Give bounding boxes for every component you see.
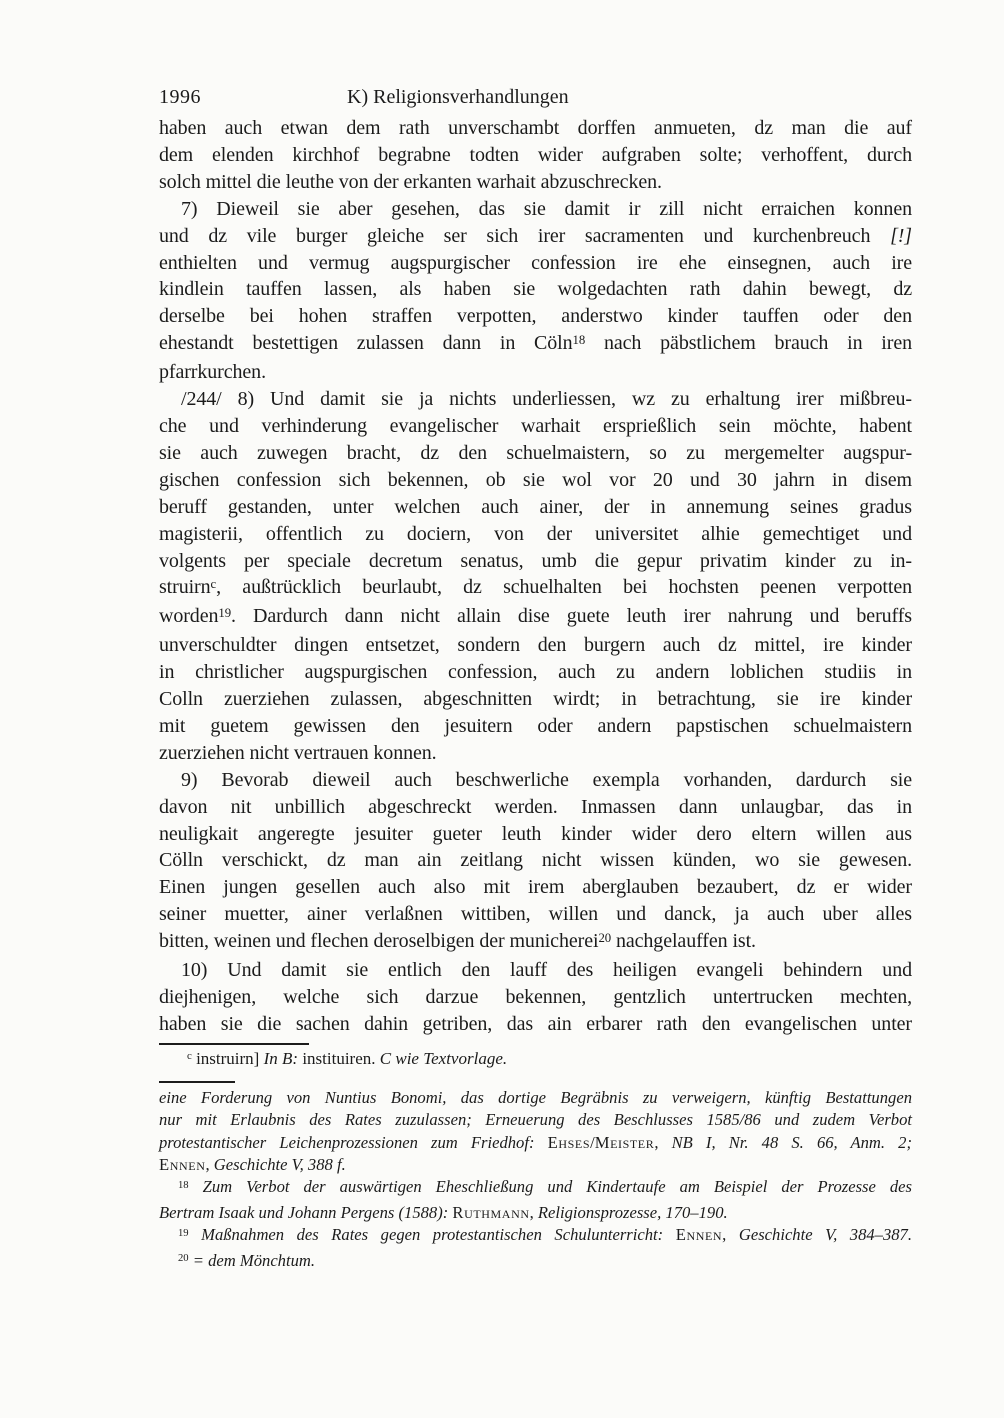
text-run bbox=[189, 1177, 203, 1196]
text-line bbox=[159, 794, 912, 821]
text-run: , bbox=[529, 1202, 538, 1222]
text-line bbox=[159, 386, 912, 413]
text-line bbox=[159, 574, 912, 603]
text-line bbox=[159, 1224, 912, 1249]
italic-run: Zum Verbot der auswärtigen Eheschließung und Kindertaufe am Beispiel der Prozesse des bbox=[202, 1177, 912, 1197]
text-run bbox=[189, 1225, 202, 1244]
text-line bbox=[159, 1250, 912, 1275]
superscript-run: 20 bbox=[178, 1253, 189, 1265]
smallcaps-run: Ennen bbox=[159, 1155, 206, 1175]
text-line bbox=[159, 142, 912, 169]
text-line bbox=[159, 1154, 912, 1176]
text-run: enthielten und vermug augspurgischer confession ire ehe einsegnen, auch ire bbox=[159, 251, 912, 274]
text-line bbox=[159, 1176, 912, 1201]
text-line bbox=[159, 901, 912, 928]
text-line bbox=[159, 413, 912, 440]
text-line bbox=[159, 1087, 912, 1109]
text-line bbox=[159, 169, 912, 196]
text-run: 10) Und damit sie entlich den lauff des heiligen evangeli behindern und bbox=[181, 959, 912, 982]
text-run: , bbox=[654, 1132, 672, 1152]
page-number: 1996 bbox=[159, 86, 201, 108]
running-head: K) Religionsverhandlungen bbox=[347, 86, 569, 108]
text-run: , bbox=[722, 1225, 739, 1245]
italic-run: Bertram Isaak und Johann Pergens (1588): bbox=[159, 1202, 453, 1222]
text-line bbox=[159, 250, 912, 277]
text-line bbox=[159, 984, 912, 1011]
paragraph bbox=[159, 1176, 912, 1224]
italic-run: In B: bbox=[263, 1048, 299, 1068]
smallcaps-run: Ennen bbox=[675, 1225, 723, 1245]
text-line bbox=[159, 276, 912, 303]
text-line bbox=[159, 659, 912, 686]
text-line bbox=[159, 521, 912, 548]
text-run: gischen confession sich bekennen, ob sie wol vor 20 und 30 jahrn in disem bbox=[159, 468, 912, 491]
text-run: Einen jungen gesellen auch also mit irem aberglauben bezaubert, dz er wider bbox=[159, 876, 912, 899]
text-line bbox=[159, 196, 912, 223]
superscript-run: 19 bbox=[218, 605, 231, 620]
text-run: bitten, weinen und flechen deroselbigen der municherei bbox=[159, 930, 599, 953]
text-line bbox=[159, 223, 912, 250]
superscript-run: c bbox=[210, 577, 217, 592]
text-line bbox=[159, 494, 912, 521]
paragraph bbox=[159, 1250, 912, 1275]
paragraph bbox=[159, 196, 912, 386]
smallcaps-run: Ehses bbox=[547, 1132, 591, 1152]
text-run: magisterii, offentlich zu dociern, von der universitet alhie gemechtiget und bbox=[159, 522, 912, 545]
smallcaps-run: Meister bbox=[594, 1132, 655, 1152]
paragraph bbox=[159, 957, 912, 1038]
italic-run: C wie Textvorlage. bbox=[379, 1048, 508, 1068]
text-line bbox=[159, 603, 912, 632]
superscript-run: c bbox=[187, 1050, 192, 1063]
text-line bbox=[159, 467, 912, 494]
text-run: seiner muetter, ainer verlaßnen wittiben, willen und danck, ja auch uber alles bbox=[159, 903, 912, 926]
superscript-run: 19 bbox=[178, 1227, 189, 1239]
text-line bbox=[159, 359, 912, 386]
text-run: Cölln verschickt, dz man ain zeitlang nicht wissen künden, wo sie gewesen. bbox=[159, 849, 912, 872]
text-run: volgents per speciale decretum senatus, umb die gepur privatim kinder zu in- bbox=[159, 549, 912, 572]
text-run: unverschuldter dingen entsetzet, sondern den burgern auch dz mittel, ire kinder bbox=[159, 634, 912, 657]
paragraph bbox=[159, 1087, 912, 1177]
italic-run: = dem Mönchtum. bbox=[192, 1250, 316, 1270]
paragraph bbox=[159, 1047, 912, 1073]
italic-run: Religionsprozesse, 170–190. bbox=[537, 1202, 728, 1222]
italic-run: [!] bbox=[890, 224, 912, 247]
italic-run: NB I, Nr. 48 S. 66, Anm. 2; bbox=[671, 1132, 913, 1152]
text-line bbox=[159, 821, 912, 848]
text-run: struirn bbox=[159, 576, 211, 599]
text-run: neuligkait angeregte jesuiter gueter leuth kinder wider dero eltern willen aus bbox=[159, 822, 912, 845]
italic-run: Geschichte V, 388 f. bbox=[213, 1155, 346, 1175]
text-run: nachgelauffen ist. bbox=[611, 930, 756, 953]
text-line bbox=[159, 1109, 912, 1131]
body-text bbox=[159, 115, 912, 1038]
text-line bbox=[159, 928, 912, 957]
text-run: che und verhinderung evangelischer warhait ersprießlich sein möchte, habent bbox=[159, 414, 912, 437]
critical-apparatus bbox=[159, 1047, 912, 1073]
text-run: nach päbstlichem brauch in iren bbox=[585, 332, 913, 355]
text-line bbox=[159, 1047, 912, 1073]
text-run: sie auch zuwegen bracht, dz den schuelmaistern, so zu mergemelter augspur- bbox=[159, 441, 912, 464]
text-run: instituiren. bbox=[298, 1048, 380, 1068]
text-run: haben auch etwan dem rath unverschambt dorffen anmueten, dz man die auf bbox=[159, 117, 912, 139]
text-run: ehestandt bestettigen zulassen dann in Cöln bbox=[159, 332, 573, 355]
paragraph bbox=[159, 386, 912, 767]
text-run: instruirn] bbox=[191, 1048, 264, 1068]
text-run: davon nit unbillich abgeschreckt werden. Inmassen dann unlaugbar, das in bbox=[159, 795, 912, 818]
text-line bbox=[159, 713, 912, 740]
italic-run: eine Forderung von Nuntius Bonomi, das dortige Begräbnis zu verweigern, künftig Bestattungen bbox=[159, 1087, 912, 1107]
text-run: mit guetem gewissen den jesuitern oder andern papstischen schuelmaistern bbox=[159, 714, 912, 737]
text-run: solch mittel die leuthe von der erkanten warhait abzuschrecken. bbox=[159, 170, 662, 193]
text-run: und dz vile burger gleiche ser sich irer sacramenten und kurchenbreuch bbox=[159, 224, 891, 247]
smallcaps-run: Ruthmann bbox=[452, 1202, 530, 1222]
text-run: in christlicher augspurgischen confession, auch zu andern loblichen studiis in bbox=[159, 661, 912, 684]
text-line bbox=[159, 847, 912, 874]
text-run: / bbox=[590, 1132, 595, 1152]
text-run: pfarrkurchen. bbox=[159, 361, 266, 384]
text-line bbox=[159, 115, 912, 142]
footnote-separator-rule bbox=[159, 1081, 235, 1083]
text-run: worden bbox=[159, 605, 219, 628]
italic-run: Geschichte V, 384–387. bbox=[738, 1225, 912, 1245]
text-line bbox=[159, 874, 912, 901]
footnotes bbox=[159, 1087, 912, 1275]
text-line bbox=[159, 767, 912, 794]
italic-run: nur mit Erlaubnis des Rates zuzulassen; Erneuerung des Beschlusses 1585/86 und zudem Verbot bbox=[159, 1110, 912, 1130]
text-line bbox=[159, 740, 912, 767]
italic-run: Maßnahmen des Rates gegen protestantischen Schulunterricht: bbox=[201, 1225, 676, 1245]
text-run: beruff gestanden, unter welchen auch ainer, der in annemung seines gradus bbox=[159, 495, 912, 518]
superscript-run: 18 bbox=[178, 1179, 189, 1191]
text-line bbox=[159, 1202, 912, 1224]
text-line bbox=[159, 330, 912, 359]
text-run: dem elenden kirchhof begrabne todten wider aufgraben solte; verhoffent, durch bbox=[159, 143, 912, 166]
text-line bbox=[159, 686, 912, 713]
text-run: derselbe bei hohen straffen verpotten, anderstwo kinder tauffen oder den bbox=[159, 305, 912, 328]
text-run: 7) Dieweil sie aber gesehen, das sie damit ir zill nicht erraichen konnen bbox=[181, 197, 912, 220]
text-run: . Dardurch dann nicht allain dise guete leuth irer nahrung und beruffs bbox=[231, 605, 912, 628]
text-run: kindlein tauffen lassen, als haben sie wolgedachten rath dahin bewegt, dz bbox=[159, 278, 912, 301]
text-run: 9) Bevorab dieweil auch beschwerliche exempla vorhanden, dardurch sie bbox=[181, 768, 912, 791]
superscript-run: 18 bbox=[572, 332, 586, 347]
text-run: /244/ 8) Und damit sie ja nichts underliessen, wz zu erhaltung irer mißbreu- bbox=[181, 388, 912, 411]
text-run: zuerziehen nicht vertrauen konnen. bbox=[159, 741, 437, 764]
text-line bbox=[159, 548, 912, 575]
page-header bbox=[159, 0, 912, 109]
text-line bbox=[159, 303, 912, 330]
text-line bbox=[159, 1011, 912, 1038]
text-line bbox=[159, 440, 912, 467]
apparatus-separator-rule bbox=[159, 1043, 309, 1045]
text-run: Colln zuerziehen zulassen, abgeschnitten wirdt; in betrachtung, sie ire kinder bbox=[159, 688, 912, 711]
paragraph bbox=[159, 1224, 912, 1249]
paragraph bbox=[159, 767, 912, 957]
superscript-run: 20 bbox=[598, 930, 612, 945]
text-run: haben sie die sachen dahin getriben, das ain erbarer rath den evangelischen unter bbox=[159, 1012, 912, 1035]
text-run: , außtrücklich beurlaubt, dz schuelhalten bei hochsten peenen verpotten bbox=[216, 576, 912, 599]
text-line bbox=[159, 1132, 912, 1154]
text-line bbox=[159, 632, 912, 659]
text-run: , bbox=[205, 1155, 214, 1175]
text-line bbox=[159, 957, 912, 984]
type-area bbox=[159, 0, 912, 1275]
italic-run: protestantischer Leichenprozessionen zum Friedhof: bbox=[159, 1132, 548, 1152]
text-run: diejhenigen, welche sich darzue bekennen, gentzlich untertrucken mechten, bbox=[159, 986, 912, 1008]
paragraph bbox=[159, 115, 912, 196]
